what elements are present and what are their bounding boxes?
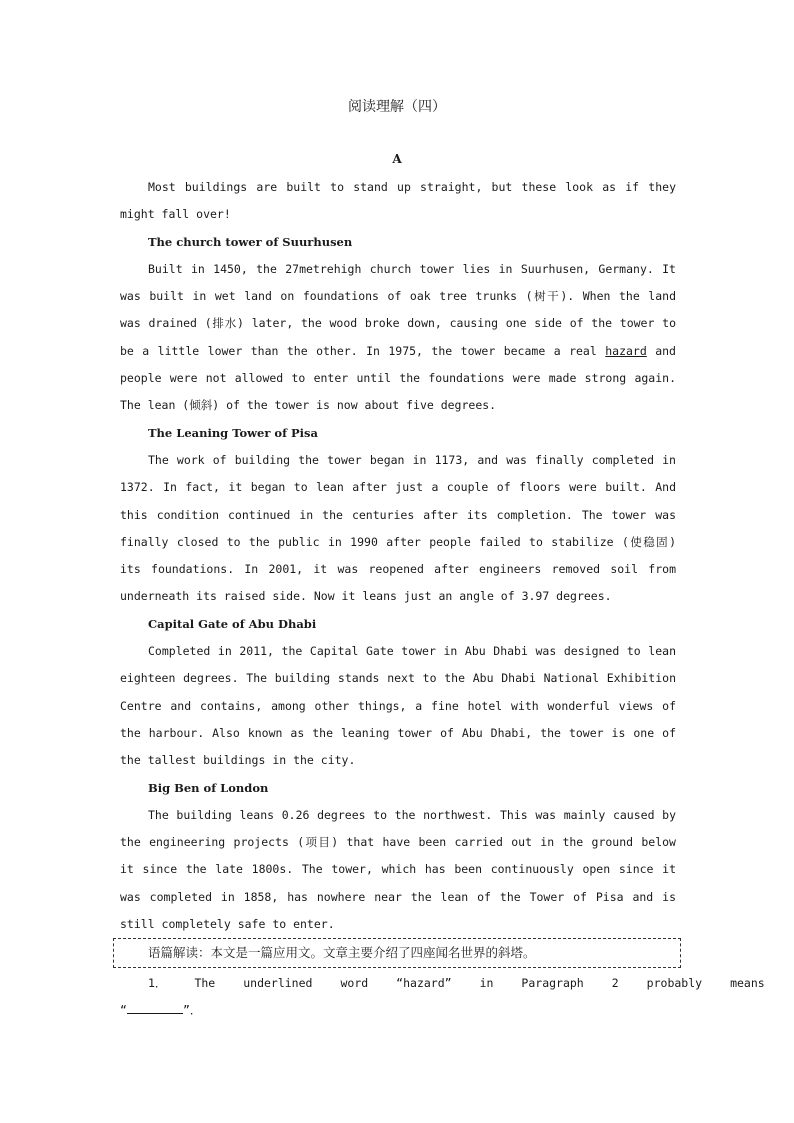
paragraph-suurhusen-part1: Built in 1450, the 27metrehigh church tower lies in Suurhusen, Germany. It was built in wet land on foundations of oak tree trunks (树干). When the land was drained (排水) later, the wood broke down, causing one side of the tower to be a little lower than the other. In 1975, the tower became a real <box>120 261 676 358</box>
underlined-word-hazard: hazard <box>605 343 647 358</box>
section-heading-abu-dhabi: Capital Gate of Abu Dhabi <box>148 616 317 631</box>
question-word: The <box>194 976 216 990</box>
open-quote: “ <box>120 1003 127 1017</box>
question-1-stem <box>120 970 765 997</box>
question-number: 1． <box>148 976 167 990</box>
page-title: 阅读理解（四） <box>348 99 446 115</box>
question-word: 2 <box>611 976 619 990</box>
passage-body <box>120 174 676 938</box>
close-quote: ”． <box>182 1003 202 1017</box>
paragraph-suurhusen-part2: and people were not allowed to enter until the foundations were made strong again. The lean (倾斜) of the tower is now about five degrees. <box>120 343 676 413</box>
paragraph-pisa: The work of building the tower began in 1173, and was finally completed in 1372. In fact, it began to lean after just a couple of floors were built. And this condition continued in the centuries after its completion. The tower was finally closed to the public in 1990 after people failed to stabilize (使稳固) its foundations. In 2001, it was reopened after engineers removed soil from underneath its raised side. Now it leans just an angle of 3.97 degrees. <box>120 452 676 604</box>
paragraph-abu-dhabi: Completed in 2011, the Capital Gate tower in Abu Dhabi was designed to lean eighteen degrees. The building stands next to the Abu Dhabi National Exhibition Centre and contains, among other things, a fine hotel with wonderful views of the harbour. Also known as the leaning tower of Abu Dhabi, the tower is one of the tallest buildings in the city. <box>120 644 676 768</box>
question-word: underlined <box>243 976 313 990</box>
question-word: word <box>340 976 369 990</box>
question-word: in <box>479 976 494 990</box>
paragraph-suurhusen <box>120 256 676 420</box>
section-heading-suurhusen: The church tower of Suurhusen <box>148 234 353 249</box>
section-heading-big-ben: Big Ben of London <box>148 780 269 795</box>
passage-analysis-note: 语篇解读：本文是一篇应用文。文章主要介绍了四座闻名世界的斜塔。 <box>113 938 681 968</box>
question-word: means <box>730 976 765 990</box>
paragraph-big-ben: The building leans 0.26 degrees to the northwest. This was mainly caused by the engineering projects (项目) that have been carried out in the ground below it since the late 1800s. The tower, which has been continuously open since it was completed in 1858, has nowhere near the lean of the Tower of Pisa and is still completely safe to enter. <box>120 807 676 932</box>
intro-paragraph: Most buildings are built to stand up straight, but these look as if they might fall over! <box>120 180 676 222</box>
question-1 <box>120 970 765 1024</box>
question-1-answer-line <box>120 997 676 1024</box>
question-word: “hazard” <box>396 976 452 990</box>
section-heading-pisa: The Leaning Tower of Pisa <box>148 425 318 440</box>
question-word: Paragraph <box>521 976 584 990</box>
question-word: probably <box>646 976 703 990</box>
section-letter: A <box>392 152 402 166</box>
answer-blank[interactable] <box>127 1001 183 1014</box>
